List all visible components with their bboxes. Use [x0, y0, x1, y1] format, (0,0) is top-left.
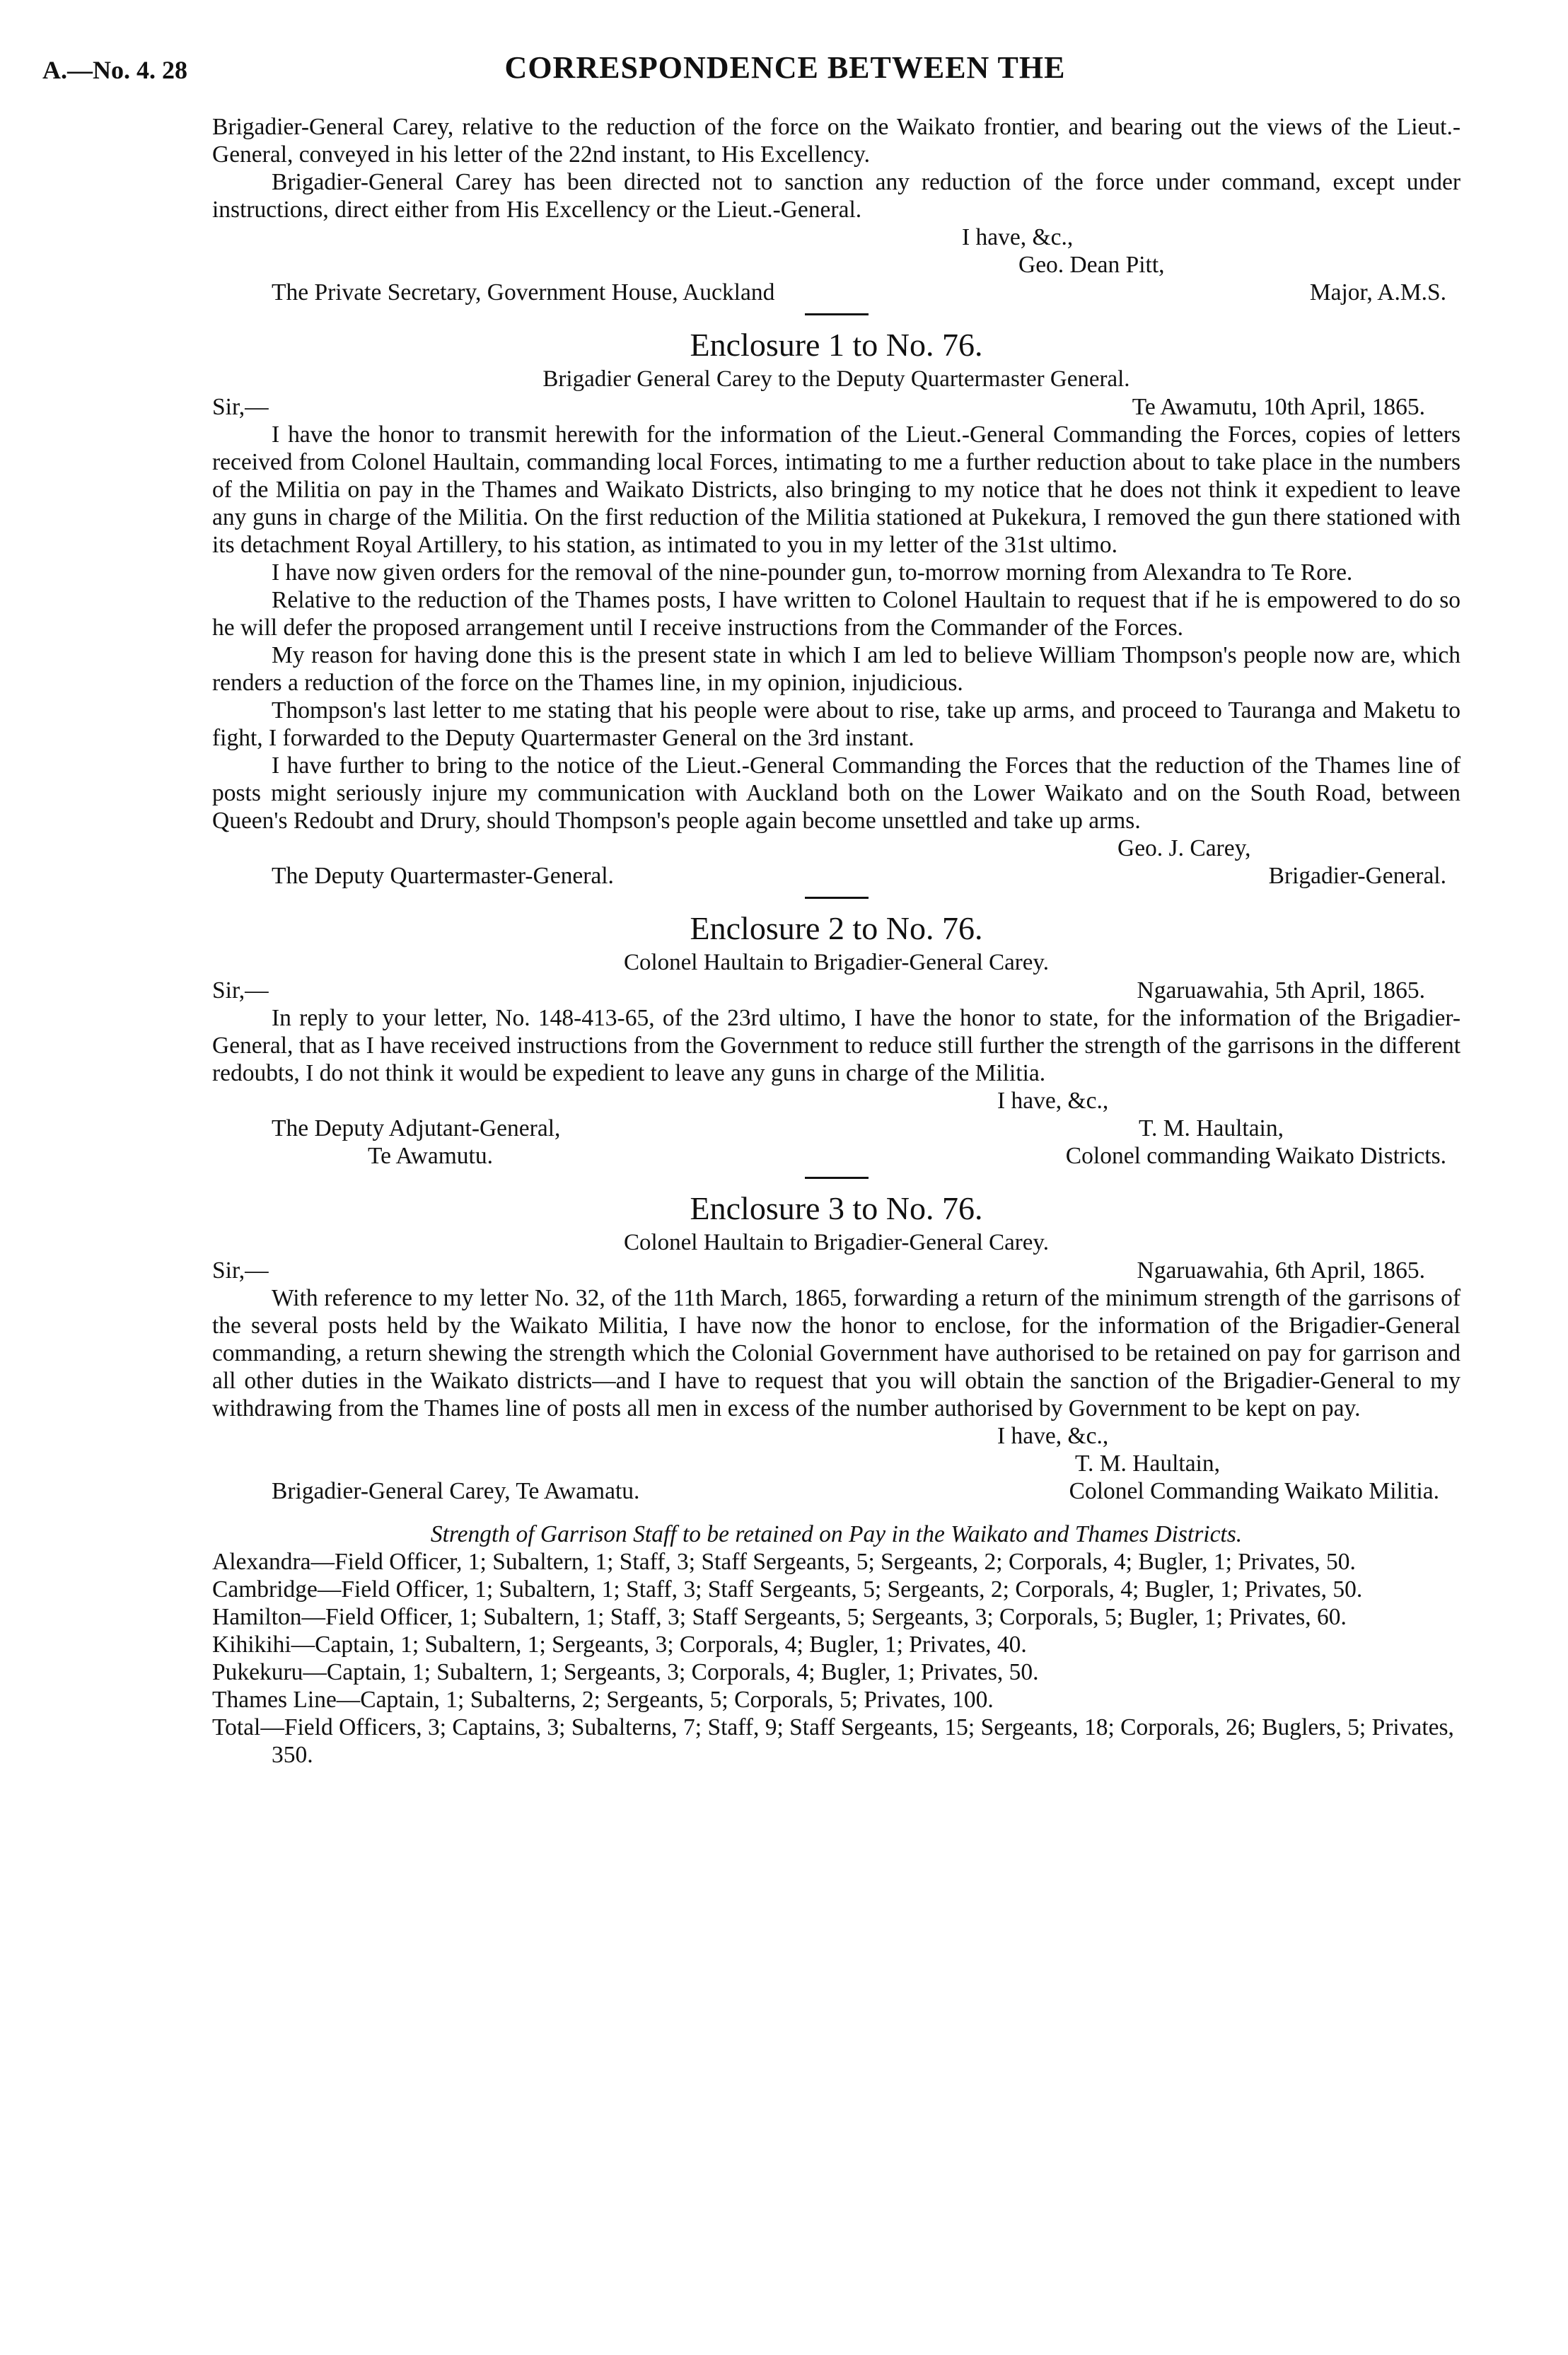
salutation: Sir,—: [212, 977, 269, 1004]
signature: Geo. J. Carey,: [1117, 835, 1251, 861]
enclosure-subtitle: Brigadier General Carey to the Deputy Quartermaster General.: [542, 366, 1130, 392]
addressee-line: [212, 1477, 1460, 1505]
strength-table: [212, 1520, 1460, 1769]
list-item: Pukekuru—Captain, 1; Subaltern, 1; Sergeants, 3; Corporals, 4; Bugler, 1; Privates, 50.: [212, 1659, 1039, 1685]
addressee: The Deputy Adjutant-General,: [272, 1115, 561, 1141]
list-item: Thames Line—Captain, 1; Subalterns, 2; Sergeants, 5; Corporals, 5; Privates, 100.: [212, 1687, 994, 1713]
closing-formula: I have, &c.,: [962, 224, 1074, 250]
addressee-line: [212, 279, 1460, 306]
letter-paragraph: In reply to your letter, No. 148-413-65, of the 23rd ultimo, I have the honor to state, for the information of the Brigadier-General, that as I have received instructions from the Government to reduce still further the strength of the garrisons in the different redoubts, I do not think it would be expedient to leave any guns in charge of the Militia.: [212, 1005, 1460, 1086]
section-divider: [805, 1177, 869, 1179]
signer-rank: Colonel commanding Waikato Districts.: [1065, 1143, 1446, 1169]
list-item: Hamilton—Field Officer, 1; Subaltern, 1; Staff, 3; Staff Sergeants, 5; Sergeants, 3; Corporals, 5; Bugler, 1; Privates, 60.: [212, 1604, 1347, 1630]
enclosure-1: [212, 325, 1460, 890]
addressee: The Private Secretary, Government House, Auckland: [272, 279, 775, 306]
page-content: [212, 113, 1460, 1769]
addressee: The Deputy Quartermaster-General.: [272, 863, 614, 889]
closing-formula: I have, &c.,: [997, 1423, 1109, 1449]
letter-paragraph: I have now given orders for the removal of the nine-pounder gun, to-morrow morning from Alexandra to Te Rore.: [272, 559, 1353, 586]
place-date: Te Awamutu, 10th April, 1865.: [1132, 394, 1425, 420]
addressee-line: [212, 1142, 1460, 1170]
enclosure-subtitle: Colonel Haultain to Brigadier-General Carey.: [623, 950, 1050, 975]
signer-rank: Brigadier-General.: [1268, 863, 1446, 889]
letter-paragraph: My reason for having done this is the present state in which I am led to believe William Thompson's people now are, which renders a reduction of the force on the Thames line, in my opinion, injudicious.: [212, 642, 1460, 696]
enclosure-subtitle: Colonel Haultain to Brigadier-General Carey.: [623, 1230, 1050, 1255]
signature: Geo. Dean Pitt,: [1018, 252, 1165, 278]
page-number: A.—No. 4. 28: [42, 56, 187, 84]
signature: T. M. Haultain,: [1075, 1450, 1220, 1477]
enclosure-3: [212, 1189, 1460, 1505]
salutation: Sir,—: [212, 394, 269, 420]
addressee-line: [212, 862, 1460, 890]
letter-paragraph: I have the honor to transmit herewith for the information of the Lieut.-General Commanding the Forces, copies of letters received from Colonel Haultain, commanding local Forces, intimating to me a further reduction about to take place in the numbers of the Militia on pay in the Thames and Waikato Districts, also bringing to my notice that he does not think it expedient to leave any guns in charge of the Militia. On the first reduction of the Militia stationed at Pukekura, I removed the gun there stationed with its detachment Royal Artillery, to his station, as intimated to you in my letter of the 31st ultimo.: [212, 421, 1460, 558]
salutation-line: [212, 977, 1460, 1004]
table-title: Strength of Garrison Staff to be retained on Pay in the Waikato and Thames Districts.: [430, 1521, 1243, 1547]
letter-paragraph: Thompson's last letter to me stating that his people were about to rise, take up arms, and proceed to Tauranga and Maketu to fight, I forwarded to the Deputy Quartermaster General on the 3rd instant.: [212, 697, 1460, 751]
signer-rank: Major, A.M.S.: [1309, 279, 1446, 306]
letter-paragraph: I have further to bring to the notice of the Lieut.-General Commanding the Forces that the reduction of the Thames line of posts might seriously injure my communication with Auckland both on the Lower Waikato and on the South Road, between Queen's Redoubt and Drury, should Thompson's people again become unsettled and take up arms.: [212, 752, 1460, 834]
enclosure-title: Enclosure 2 to No. 76.: [690, 910, 983, 946]
enclosure-title: Enclosure 3 to No. 76.: [690, 1190, 983, 1226]
list-item: Alexandra—Field Officer, 1; Subaltern, 1; Staff, 3; Staff Sergeants, 5; Sergeants, 2; Corporals, 4; Bugler, 1; Privates, 50.: [212, 1549, 1356, 1575]
signer-rank: Colonel Commanding Waikato Militia.: [1069, 1478, 1439, 1504]
addressee: Brigadier-General Carey, Te Awamatu.: [272, 1478, 640, 1504]
letter-paragraph: Relative to the reduction of the Thames posts, I have written to Colonel Haultain to request that if he is empowered to do so he will defer the proposed arrangement until I receive instructions from the Commander of the Forces.: [212, 587, 1460, 641]
intro-paragraph-1: Brigadier-General Carey, relative to the reduction of the force on the Waikato frontier, and bearing out the views of the Lieut.-General, conveyed in his letter of the 22nd instant, to His Excellency.: [212, 114, 1460, 168]
place-date: Ngaruawahia, 6th April, 1865.: [1137, 1257, 1425, 1284]
signature: T. M. Haultain,: [1139, 1115, 1284, 1141]
list-item: Kihikihi—Captain, 1; Subaltern, 1; Sergeants, 3; Corporals, 4; Bugler, 1; Privates, 40.: [212, 1632, 1027, 1658]
enclosure-2: [212, 909, 1460, 1170]
addressee-place: Te Awamutu.: [368, 1143, 493, 1169]
section-divider: [805, 897, 869, 899]
salutation-line: [212, 1257, 1460, 1284]
salutation-line: [212, 393, 1460, 421]
list-item: Total—Field Officers, 3; Captains, 3; Subalterns, 7; Staff, 9; Staff Sergeants, 15; Sergeants, 18; Corporals, 26; Buglers, 5; Privates, 350.: [212, 1714, 1454, 1768]
list-item: Cambridge—Field Officer, 1; Subaltern, 1; Staff, 3; Staff Sergeants, 5; Sergeants, 2; Corporals, 4; Bugler, 1; Privates, 50.: [212, 1576, 1363, 1603]
enclosure-title: Enclosure 1 to No. 76.: [690, 327, 983, 363]
intro-paragraph-2: Brigadier-General Carey has been directed not to sanction any reduction of the force under command, except under instructions, direct either from His Excellency or the Lieut.-General.: [212, 169, 1460, 223]
page-header: [42, 50, 1528, 99]
letter-paragraph: With reference to my letter No. 32, of the 11th March, 1865, forwarding a return of the minimum strength of the garrisons of the several posts held by the Waikato Militia, I have now the honor to enclose, for the information of the Brigadier-General commanding, a return shewing the strength which the Colonial Government have authorised to be retained on pay for garrison and all other duties in the Waikato districts—and I have to request that you will obtain the sanction of the Brigadier-General to my withdrawing from the Thames line of posts all men in excess of the number authorised by Government to be kept on pay.: [212, 1285, 1460, 1421]
closing-formula: I have, &c.,: [997, 1088, 1109, 1114]
place-date: Ngaruawahia, 5th April, 1865.: [1137, 977, 1425, 1004]
section-divider: [805, 313, 869, 315]
addressee-line: [212, 1115, 1460, 1142]
salutation: Sir,—: [212, 1257, 269, 1284]
intro-letter: [212, 113, 1460, 306]
running-title: CORRESPONDENCE BETWEEN THE: [504, 50, 1066, 85]
